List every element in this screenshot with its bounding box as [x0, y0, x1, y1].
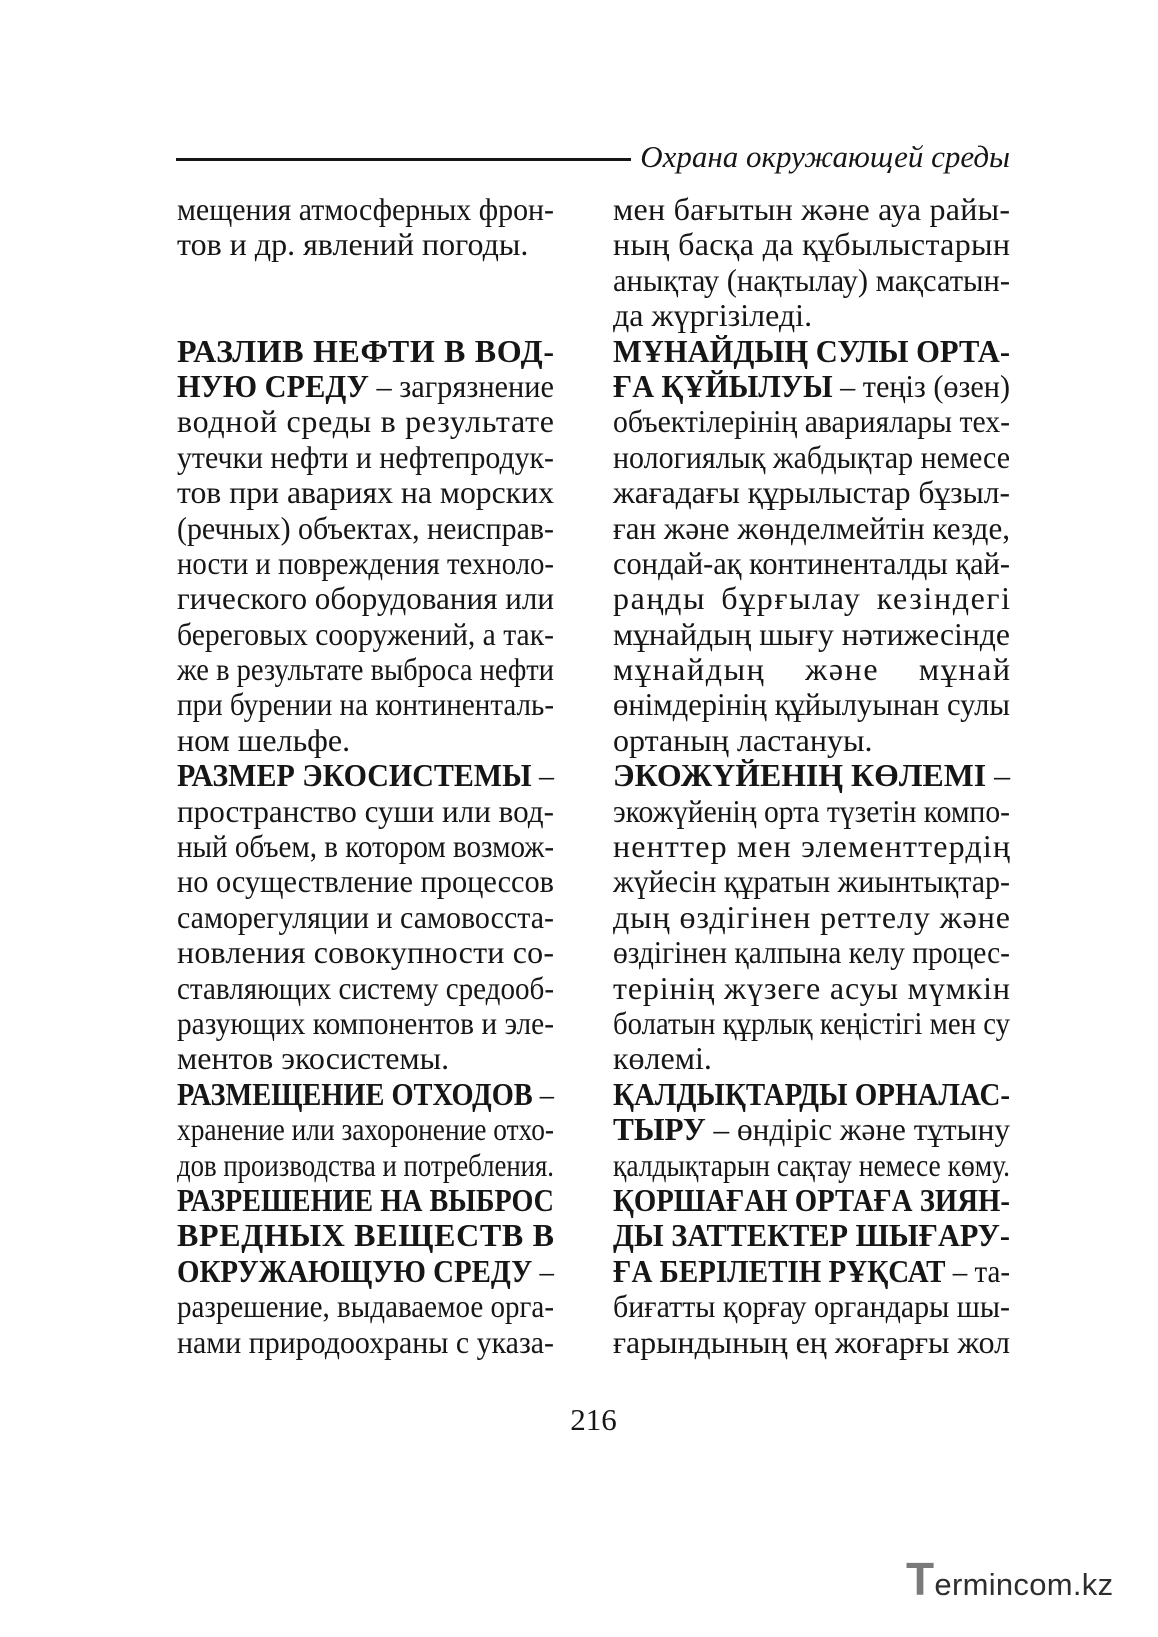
watermark-logo: Termincom.kz: [906, 1553, 1114, 1605]
text-line-content: [613, 758, 1010, 793]
entry-text: да жүргізіледі.: [613, 297, 813, 334]
entry-term: ҒА ҚҰЙЫЛУЫ: [613, 367, 833, 404]
entry-text: разующих компонентов и эле-: [177, 1005, 554, 1041]
entry-text: утечки нефти и нефтепродук-: [177, 438, 554, 475]
dictionary-entry: [613, 1077, 1010, 1183]
entry-text: гического оборудования или: [177, 580, 554, 617]
text-line: [177, 652, 554, 687]
text-line: [613, 192, 1010, 227]
text-line-content: [613, 652, 1012, 687]
text-line-content: [613, 935, 1010, 970]
text-line: [613, 1148, 1010, 1183]
entry-text: нами природоохраны с указа-: [177, 1323, 554, 1360]
entry-text: разрешение, выдаваемое орга-: [177, 1288, 554, 1325]
entry-term: ОКРУЖАЮЩУЮ СРЕДУ: [177, 1252, 533, 1289]
page-number: 216: [570, 1402, 617, 1437]
dictionary-entry: [177, 334, 554, 759]
text-line-content: [613, 1148, 1010, 1183]
text-line: [613, 794, 1010, 829]
entry-text: (речных) объектах, неисправ-: [177, 509, 554, 546]
text-line: [177, 900, 554, 935]
text-line-content: [177, 369, 554, 404]
entry-text: мұнайдың және мұнай: [613, 651, 1012, 688]
text-line: [177, 1254, 554, 1289]
entry-text: өнімдерінің құйылуынан сулы: [613, 686, 1010, 723]
entry-term: РАЗМЕЩЕНИЕ ОТХОДОВ: [177, 1075, 533, 1112]
text-line-content: [613, 404, 1010, 439]
text-line-content: [613, 1041, 712, 1076]
text-line: [177, 723, 554, 758]
entry-term: РАЗРЕШЕНИЕ НА ВЫБРОС: [177, 1181, 554, 1218]
text-line-content: [177, 829, 554, 864]
text-line: [613, 1006, 1010, 1041]
text-line-content: [613, 829, 1011, 864]
text-line-content: [613, 1077, 1010, 1112]
text-line: [613, 864, 1010, 899]
text-line-content: [613, 334, 1010, 369]
entry-term: ҚАЛДЫҚТАРДЫ ОРНАЛАС-: [613, 1075, 1010, 1112]
entry-text: мещения атмосферных фрон-: [177, 191, 554, 227]
text-line: [177, 1077, 554, 1112]
text-line-content: [177, 617, 554, 652]
text-line-content: [613, 900, 1011, 935]
entry-text: саморегуляции и самовосста-: [177, 898, 554, 935]
text-line-content: [177, 971, 554, 1006]
text-line-content: [177, 652, 554, 687]
entry-term: ТЫРУ: [613, 1111, 706, 1148]
text-line: [177, 546, 554, 581]
text-line: [613, 900, 1010, 935]
text-line: [613, 723, 1010, 758]
text-line-content: [613, 1254, 1010, 1289]
dictionary-entry: [613, 192, 1010, 334]
entry-text: мен бағытын және ауа райы-: [613, 191, 1011, 227]
entry-text: –: [539, 757, 554, 794]
entry-text: дың өздігінен реттелу және: [613, 898, 1011, 935]
text-line-content: [177, 581, 554, 616]
right-column: [613, 192, 1010, 1360]
text-line: [177, 1006, 554, 1041]
text-line: [613, 263, 1010, 298]
entry-text: –: [994, 757, 1010, 794]
text-line: [177, 1218, 554, 1253]
entry-text: анықтау (нақтылау) мақсатын-: [613, 261, 1010, 298]
text-line: [177, 369, 554, 404]
text-line: [177, 687, 554, 722]
entry-text: пространство суши или вод-: [177, 792, 554, 829]
text-line-content: [177, 227, 528, 262]
entry-text: жүйесін құратын жиынтықтар-: [613, 863, 1010, 900]
entry-text: ғарындының ең жоғарғы жол: [613, 1323, 1010, 1360]
entry-text: қалдықтарын сақтау немесе көму.: [613, 1146, 1010, 1183]
entry-text: ған және жөнделмейтін кезде,: [613, 509, 1010, 546]
entry-term: МҰНАЙДЫҢ СУЛЫ ОРТА-: [613, 332, 1010, 369]
text-line-content: [613, 369, 1010, 404]
dictionary-entry: [177, 1077, 554, 1183]
entry-text: өздігінен қалпына келу процес-: [613, 934, 1010, 971]
text-line: [613, 1218, 1010, 1253]
text-line-content: [177, 1077, 554, 1112]
text-line: [613, 334, 1010, 369]
text-line: [177, 511, 554, 546]
entry-text: ортаның ластануы.: [613, 721, 873, 758]
text-line-content: [177, 1183, 554, 1218]
text-line-content: [177, 723, 350, 758]
text-line: [613, 581, 1010, 616]
entry-text: – та-: [952, 1252, 1010, 1289]
entry-text: же в результате выброса нефти: [177, 651, 554, 688]
text-line: [177, 1325, 554, 1360]
left-column: [177, 192, 554, 1360]
text-line: [613, 475, 1010, 510]
text-line-content: [177, 900, 554, 935]
text-line: [613, 687, 1010, 722]
entry-text: хранение или захоронение отхо-: [177, 1111, 554, 1148]
text-line-content: [613, 1289, 1010, 1324]
dictionary-entry: [613, 1183, 1010, 1360]
text-line-content: [613, 794, 1010, 829]
entry-text: раңды бұрғылау кезіндегі: [613, 580, 1012, 617]
text-line: [613, 404, 1010, 439]
text-line: [177, 935, 554, 970]
entry-term: ҒА БЕРІЛЕТІН РҰҚСАТ: [613, 1252, 946, 1289]
entry-text: сондай-ақ континенталды қай-: [613, 544, 1010, 581]
entry-text: новления совокупности со-: [177, 934, 555, 971]
entry-text: нологиялық жабдықтар немесе: [613, 438, 1010, 475]
text-line-content: [613, 227, 1010, 262]
entry-text: ментов экосистемы.: [177, 1040, 450, 1077]
entry-text: ненттер мен элементтердің: [613, 828, 1012, 865]
dictionary-entry: [177, 1183, 554, 1360]
text-line-content: [177, 1112, 554, 1147]
text-line: [613, 758, 1010, 793]
text-line-content: [177, 1006, 554, 1041]
text-line-content: [613, 1112, 1010, 1147]
entry-text: биғатты қорғау органдары шы-: [613, 1288, 1010, 1325]
entry-text: ности и повреждения техноло-: [177, 544, 554, 581]
entry-text: объектілерінің авариялары тех-: [613, 403, 1010, 440]
text-line: [177, 440, 554, 475]
text-line-content: [613, 511, 1010, 546]
text-line: [177, 971, 554, 1006]
text-line-content: [177, 404, 555, 439]
text-line: [613, 440, 1010, 475]
text-line-content: [613, 263, 1010, 298]
entry-text: водной среды в результате: [177, 403, 555, 440]
text-line: [177, 475, 554, 510]
text-line: [177, 864, 554, 899]
text-line-content: [177, 1325, 554, 1360]
text-line: [177, 1112, 554, 1147]
entry-text: болатын құрлық кеңістігі мен су: [613, 1004, 1010, 1041]
text-line: [177, 794, 554, 829]
text-line: [613, 1254, 1010, 1289]
text-line: [613, 227, 1010, 262]
entry-text: – өндіріс және тұтыну: [713, 1111, 1010, 1148]
entry-text: көлемі.: [613, 1040, 712, 1077]
text-line: [177, 581, 554, 616]
entry-text: береговых сооружений, а так-: [177, 615, 554, 652]
text-line-content: [177, 687, 554, 722]
text-line: [613, 1077, 1010, 1112]
text-line-content: [177, 1289, 554, 1324]
dictionary-entry: [613, 334, 1010, 759]
text-line: [177, 404, 554, 439]
entry-term: ҚОРШАҒАН ОРТАҒА ЗИЯН-: [613, 1181, 1010, 1218]
text-line: [177, 829, 554, 864]
text-line-content: [613, 475, 1010, 510]
text-line: [613, 546, 1010, 581]
text-line-content: [177, 334, 555, 369]
text-line-content: [613, 546, 1010, 581]
entry-text: ном шельфе.: [177, 721, 351, 758]
text-line: [177, 1289, 554, 1324]
text-line-content: [177, 935, 554, 970]
text-line: [613, 1183, 1010, 1218]
entry-term: НУЮ СРЕДУ: [177, 367, 369, 404]
entry-text: – загрязнение: [376, 367, 554, 404]
entry-text: тов при авариях на морских: [177, 474, 554, 511]
text-line-content: [613, 1218, 1010, 1253]
entry-text: ный объем, в котором возмож-: [177, 828, 554, 865]
entry-term: ВРЕДНЫХ ВЕЩЕСТВ В: [177, 1217, 555, 1254]
text-line: [613, 1112, 1010, 1147]
text-line-content: [613, 864, 1010, 899]
entry-term: ЭКОЖҮЙЕНІҢ КӨЛЕМІ: [613, 757, 987, 794]
text-line: [613, 298, 1010, 333]
text-line-content: [177, 758, 554, 793]
entry-text: –: [539, 1075, 554, 1112]
entry-text: ставляющих систему средооб-: [177, 969, 554, 1006]
text-line-content: [613, 1183, 1010, 1218]
text-line: [613, 829, 1010, 864]
entry-term: РАЗЛИВ НЕФТИ В ВОД-: [177, 332, 555, 369]
entry-text: – теңіз (өзен): [840, 367, 1010, 404]
text-line: [613, 1325, 1010, 1360]
text-line-content: [613, 298, 812, 333]
entry-text: терінің жүзеге асуы мүмкін: [613, 969, 1011, 1006]
entry-text: тов и др. явлений погоды.: [177, 226, 529, 263]
text-line-content: [177, 1148, 554, 1183]
text-line-content: [177, 475, 554, 510]
text-line: [613, 369, 1010, 404]
text-line: [613, 971, 1010, 1006]
entry-term: РАЗМЕР ЭКОСИСТЕМЫ: [177, 757, 532, 794]
text-line: [177, 617, 554, 652]
text-line-content: [613, 723, 872, 758]
text-line: [177, 334, 554, 369]
text-line: [613, 617, 1010, 652]
text-line-content: [177, 1254, 554, 1289]
text-line-content: [613, 440, 1010, 475]
entry-text: экожүйенің орта түзетін компо-: [613, 792, 1010, 829]
text-line-content: [177, 546, 554, 581]
text-line-content: [177, 1218, 555, 1253]
text-line: [613, 1041, 1010, 1076]
entry-text: мұнайдың шығу нәтижесінде: [613, 615, 1010, 652]
entry-text: но осуществление процессов: [177, 863, 554, 900]
entry-term: ДЫ ЗАТТЕКТЕР ШЫҒАРУ-: [613, 1217, 1010, 1254]
text-line: [613, 935, 1010, 970]
dictionary-entry: [177, 758, 554, 1077]
text-line-content: [613, 617, 1010, 652]
entry-text: при бурении на континенталь-: [177, 686, 554, 723]
text-line-content: [177, 511, 554, 546]
text-line-content: [613, 1006, 1010, 1041]
dictionary-entry: [177, 192, 554, 263]
entry-text: жағадағы құрылыстар бұзыл-: [613, 474, 1010, 511]
entry-text: ның басқа да құбылыстарын: [613, 226, 1011, 263]
text-line-content: [177, 192, 554, 227]
text-line: [613, 1289, 1010, 1324]
dictionary-entry: [613, 758, 1010, 1077]
text-line: [177, 227, 554, 262]
text-line: [613, 511, 1010, 546]
text-line: [177, 1183, 554, 1218]
running-head: Охрана окружающей среды: [640, 139, 1010, 174]
entry-text: –: [539, 1252, 554, 1289]
text-line-content: [613, 1325, 1010, 1360]
text-line: [177, 1041, 554, 1076]
text-line: [177, 192, 554, 227]
text-line-content: [613, 687, 1010, 722]
text-line: [613, 652, 1010, 687]
text-line-content: [613, 971, 1011, 1006]
header-rule: [176, 158, 631, 161]
text-line-content: [613, 581, 1012, 616]
text-line-content: [177, 440, 554, 475]
text-line-content: [613, 192, 1010, 227]
text-line-content: [177, 864, 554, 899]
text-line: [177, 758, 554, 793]
text-line-content: [177, 1041, 449, 1076]
text-line-content: [177, 794, 554, 829]
entry-text: дов производства и потребления.: [177, 1146, 554, 1183]
text-line: [177, 1148, 554, 1183]
